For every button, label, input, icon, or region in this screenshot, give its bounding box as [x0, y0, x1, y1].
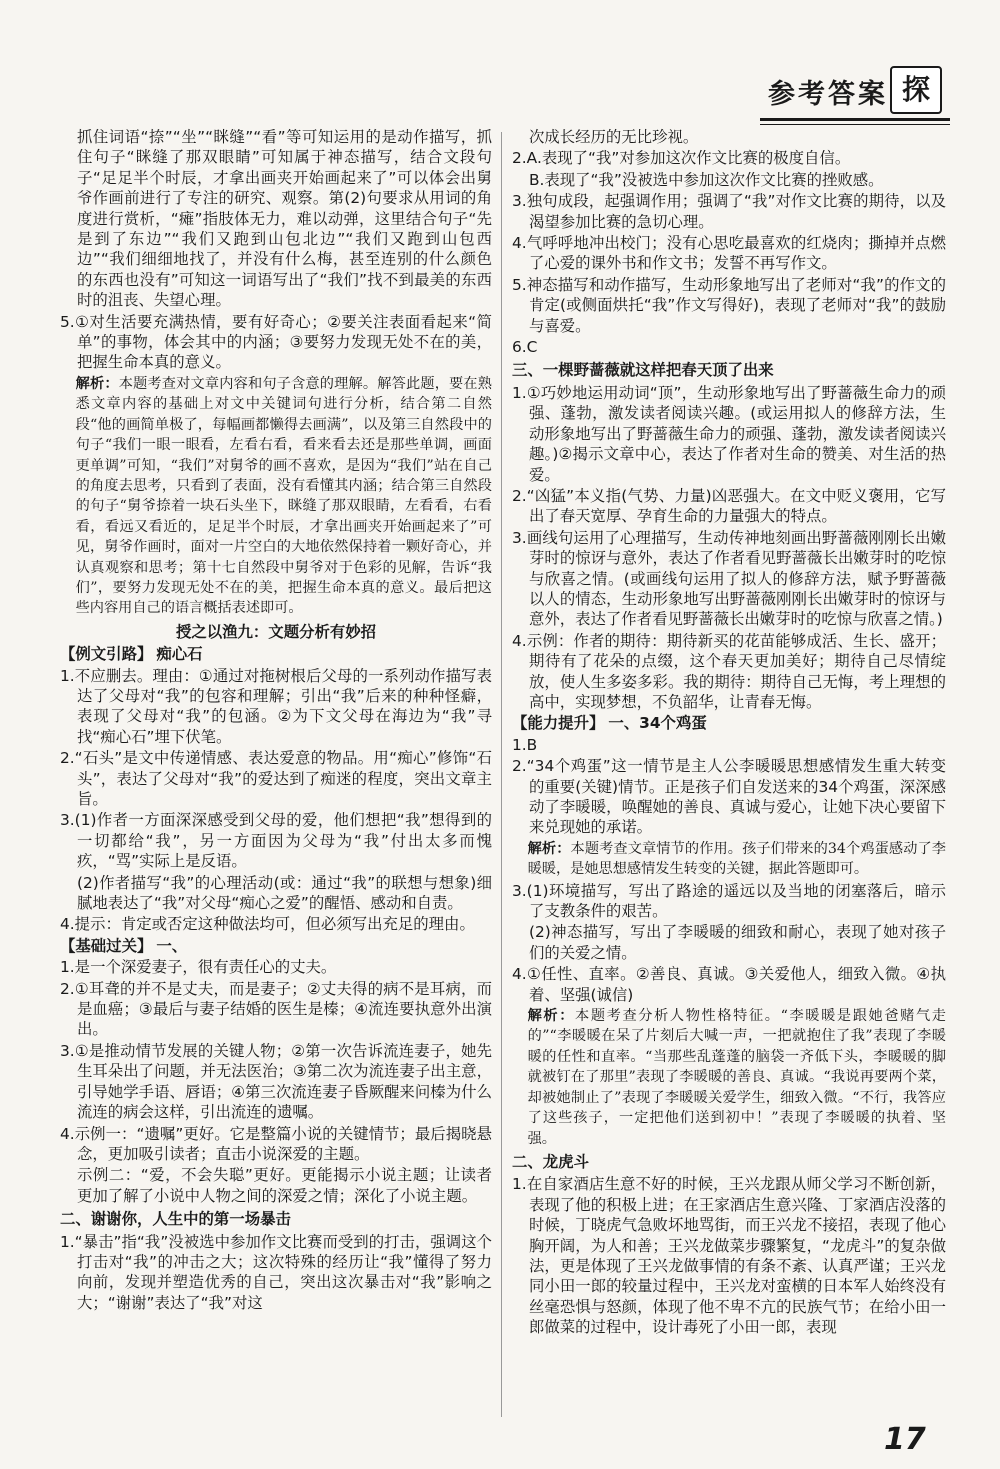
analysis-label: 解析：	[75, 375, 119, 392]
analysis-label: 解析：	[527, 840, 571, 857]
right-column	[512, 127, 946, 1417]
answer-item: 3.画线句运用了心理描写，生动传神地刻画出野蔷薇刚刚长出嫩芽时的惊讶与意外，表达了作者看见野蔷薇长出嫩芽时的吃惊与欣喜之情。(或画线句运用了拟人的修辞方法，赋予野蔷薇以人的情态，生动形象地写出野蔷薇刚刚长出嫩芽时的惊讶与意外，表达了作者看见野蔷薇长出嫩芽时的吃惊与欣喜之情。)	[512, 528, 946, 629]
passage-title: 痴心石	[156, 645, 203, 664]
answer-item: 1.在自家酒店生意不好的时候，王兴龙跟从师父学习不断创新，表现了他的积极上进；在王家酒店生意兴隆、丁家酒店没落的时候，丁晓虎气急败坏地骂街，而王兴龙不接招，表现了他心胸开阔，为人和善；王兴龙做菜步骤繁复，“龙虎斗”的复杂做法，更是体现了王兴龙做事情的有条不紊、认真严谨；王兴龙同小田一郎的较量过程中，王兴龙对蛮横的日本军人始终没有丝毫恐惧与怒颜，体现了他不卑不亢的民族气节；在给小田一郎做菜的过程中，设计毒死了小田一郎，表现	[512, 1175, 946, 1337]
passage-heading: 三、一棵野蔷薇就这样把春天顶了出来	[512, 361, 774, 380]
subsection-heading	[512, 713, 946, 733]
page-number: 17	[884, 1422, 926, 1457]
answer-item: 1.“暴击”指“我”没被选中参加作文比赛而受到的打击，强调这个打击对“我”的冲击之大；这次特殊的经历让“我”懂得了努力向前，发现并塑造优秀的自己，突出这次暴击对“我”影响之大；“谢谢”表达了“我”对这	[60, 1232, 492, 1312]
left-column	[60, 127, 492, 1417]
answer-item: 次成长经历的无比珍视。	[528, 128, 699, 146]
analysis-label: 解析：	[527, 1008, 576, 1025]
answer-item: (2)作者描写“我”的心理活动(或：通过“我”的联想与想象)细腻地表达了“我”对父母“痴心之爱”的醒悟、感动和自责。	[76, 873, 492, 913]
column-divider	[501, 132, 502, 1417]
header-rule-thin	[760, 124, 950, 125]
passage-heading: 二、龙虎斗	[512, 1152, 589, 1171]
answer-item: 4.提示：肯定或否定这种做法均可，但必须写出充足的理由。	[60, 915, 475, 934]
block-label: 【基础过关】	[60, 936, 153, 955]
page-header	[0, 0, 1000, 125]
header-title: 参考答案	[768, 79, 888, 110]
answer-item: 1.不应删去。理由：①通过对拖树根后父母的一系列动作描写表达了父母对“我”的包容和理解；引出“我”后来的种种怪癖，表现了父母对“我”的包涵。②为下文父母在海边为“我”寻找“痴心石”埋下伏笔。	[60, 666, 492, 746]
analysis-paragraph	[60, 374, 492, 619]
answer-item: 1.B	[512, 735, 538, 754]
header-rule	[760, 118, 950, 121]
answer-item: 4.气呼呼地冲出校门；没有心思吃最喜欢的红烧肉；撕掉并点燃了心爱的课外书和作文书；发誓不再写作文。	[512, 234, 946, 273]
answer-item: 2.①耳聋的并不是丈夫，而是妻子；②丈夫得的病不是耳病，而是血癌；③最后与妻子结婚的医生是榛；④流连要执意外出演出。	[60, 979, 492, 1039]
answer-item: 2.A.表现了“我”对参加这次作文比赛的极度自信。	[512, 149, 851, 168]
answer-item: 1.①巧妙地运用动词“顶”，生动形象地写出了野蔷薇生命力的顽强、蓬勃，激发读者阅读兴趣。(或运用拟人的修辞方法，生动形象地写出了野蔷薇生命力的顽强、蓬勃，激发读者阅读兴趣。)②揭示文章中心，表达了作者对生命的赞美、对生活的热爱。	[512, 383, 946, 484]
section-heading: 授之以渔九：文题分析有妙招	[175, 622, 377, 641]
answer-item: 4.示例：作者的期待：期待新买的花苗能够成活、生长、盛开；期待有了花朵的点缀，这个春天更加美好；期待自己尽情绽放，使人生多姿多彩。我的期待：期待自己无悔，考上理想的高中，实现梦想，不负韶华，让青春无悔。	[512, 631, 946, 711]
block-label: 【能力提升】	[512, 714, 605, 733]
answer-item: 3.(1)作者一方面深深感受到父母的爱，他们想把“我”想得到的一切都给“我”，另一方面因为父母为“我”付出太多而愧疚，“骂”实际上是反语。	[60, 811, 492, 871]
analysis-text: 本题考查分析人物性格特征。“李暖暖是跟她爸赌气走的”“李暖暖在呆了片刻后大喊一声，一把就抱住了我”表现了李暖暖的任性和直率。“当那些乱蓬蓬的脑袋一齐低下头，李暖暖的脚就被钉在了那里”表现了李暖暖的善良、真诚。“我说再要两个菜，却被她制止了”表现了李暖暖关爱学生，细致入微。“不行，我答应了这些孩子，一定把他们送到初中！”表现了李暖暖的执着、坚强。	[527, 1008, 946, 1147]
answer-item: 5.神态描写和动作描写，生动形象地写出了老师对“我”的作文的肯定(或侧面烘托“我”作文写得好)，表现了老师对“我”的鼓励与喜爱。	[512, 275, 946, 335]
answer-item: 2.“石头”是文中传递情感、表达爱意的物品。用“痴心”修饰“石头”，表达了父母对“我”的爱达到了痴迷的程度，突出文章主旨。	[60, 749, 492, 808]
analysis-text: 本题考查文章情节的作用。孩子们带来的34个鸡蛋感动了李暖暖，是她思想感情发生转变的关键，据此答题即可。	[527, 840, 946, 878]
answer-item: 4.①任性、直率。②善良、真诚。③关爱他人，细致入微。④执着、坚强(诚信)	[512, 965, 946, 1004]
passage-title: 一、	[156, 936, 188, 955]
answer-item: 3.独句成段，起强调作用；强调了“我”对作文比赛的期待，以及渴望参加比赛的急切心理。	[512, 192, 946, 231]
passage-heading: 二、谢谢你，人生中的第一场暴击	[60, 1210, 291, 1229]
answer-item: 示例二：“爱，不会失聪”更好。更能揭示小说主题；让读者更加了解了小说中人物之间的深爱之情；深化了小说主题。	[76, 1166, 492, 1205]
analysis-text: 本题考查对文章内容和句子含意的理解。解答此题，要在熟悉文章内容的基础上对文中关键词句进行分析，结合第二自然段“他的画简单极了，每幅画都懒得去画满”，以及第三自然段中的句子“我们一眼一眼看，左看右看，看来看去还是那些单调，画面更单调”可知，“我们”对舅爷的画不喜欢，是因为“我们”站在自己的角度去思考，只看到了表面，没有看懂其内涵；结合第三自然段的句子“舅爷捺着一块石头坐下，眯缝了那双眼睛，左看看，右看看，看远又看近的，足足半个时辰，才拿出画夹开始画起来了”可见，舅爷作画时，面对一片空白的大地依然保持着一颗好奇心，并认真观察和思考；第十七自然段中舅爷对于色彩的见解，告诉“我们”，要努力发现无处不在的美，把握生命本真的意义。最后把这些内容用自己的语言概括表述即可。	[75, 375, 492, 617]
answer-paragraph: 抓住词语“捺”“坐”“眯缝”“看”等可知运用的是动作描写，抓住句子“眯缝了那双眼睛”可知属于神态描写，结合文段句子“足足半个时辰，才拿出画夹开始画起来了”可以体会出舅爷作画前进行了专注的研究、观察。第(2)句要求从用词的角度进行赏析，“瘫”指肢体无力，难以动弹，这里结合句子“先是到了东边”“我们又跑到山包北边”“我们又跑到山包西边”“我们细细地找了，并没有什么梅，甚至连别的什么颜色的东西也没有”可知这一词语写出了“我们”找不到最美的东西时的沮丧、失望心理。	[76, 128, 492, 310]
answer-item: 3.①是推动情节发展的关键人物；②第一次告诉流连妻子，她先生耳朵出了问题，并无法医治；③第二次为流连妻子出主意，引导她学手语、唇语；④第三次流连妻子昏厥醒来问榛为什么流连的病会这样，引出流连的遗嘱。	[60, 1041, 492, 1122]
answer-item: 2.“34个鸡蛋”这一情节是主人公李暖暖思想感情发生重大转变的重要(关键)情节。正是孩子们自发送来的34个鸡蛋，深深感动了李暖暖，唤醒她的善良、真诚与爱心，让她下决心要留下来兑现她的承诺。	[512, 757, 946, 837]
subsection-heading	[60, 936, 492, 956]
analysis-paragraph	[512, 1006, 946, 1149]
analysis-paragraph	[512, 839, 946, 880]
passage-title: 一、34个鸡蛋	[608, 714, 707, 733]
answer-item: 4.示例一：“遗嘱”更好。它是整篇小说的关键情节；最后揭晓悬念，更加吸引读者；直击小说深爱的主题。	[60, 1124, 492, 1163]
subsection-heading	[60, 644, 492, 664]
answer-item: B.表现了“我”没被选中参加这次作文比赛的挫败感。	[528, 170, 884, 189]
brand-logo: 探	[890, 66, 942, 114]
answer-item: 2.“凶猛”本义指(气势、力量)凶恶强大。在文中贬义褒用，它写出了春天宽厚、孕育生命的力量强大的特点。	[512, 486, 946, 526]
answer-item: 3.(1)环境描写，写出了路途的遥远以及当地的闭塞落后，暗示了支教条件的艰苦。	[512, 881, 946, 921]
answer-item: 5.①对生活要充满热情，要有好奇心；②要关注表面看起来“简单”的事物，体会其中的内涵；③要努力发现无处不在的美，把握生命本真的意义。	[60, 312, 492, 372]
answer-item: 6.C	[512, 338, 538, 357]
answer-item: (2)神态描写，写出了李暖暖的细致和耐心，表现了她对孩子们的关爱之情。	[528, 923, 946, 962]
block-label: 【例文引路】	[60, 645, 153, 664]
answer-item: 1.是一个深爱妻子，很有责任心的丈夫。	[60, 958, 337, 977]
